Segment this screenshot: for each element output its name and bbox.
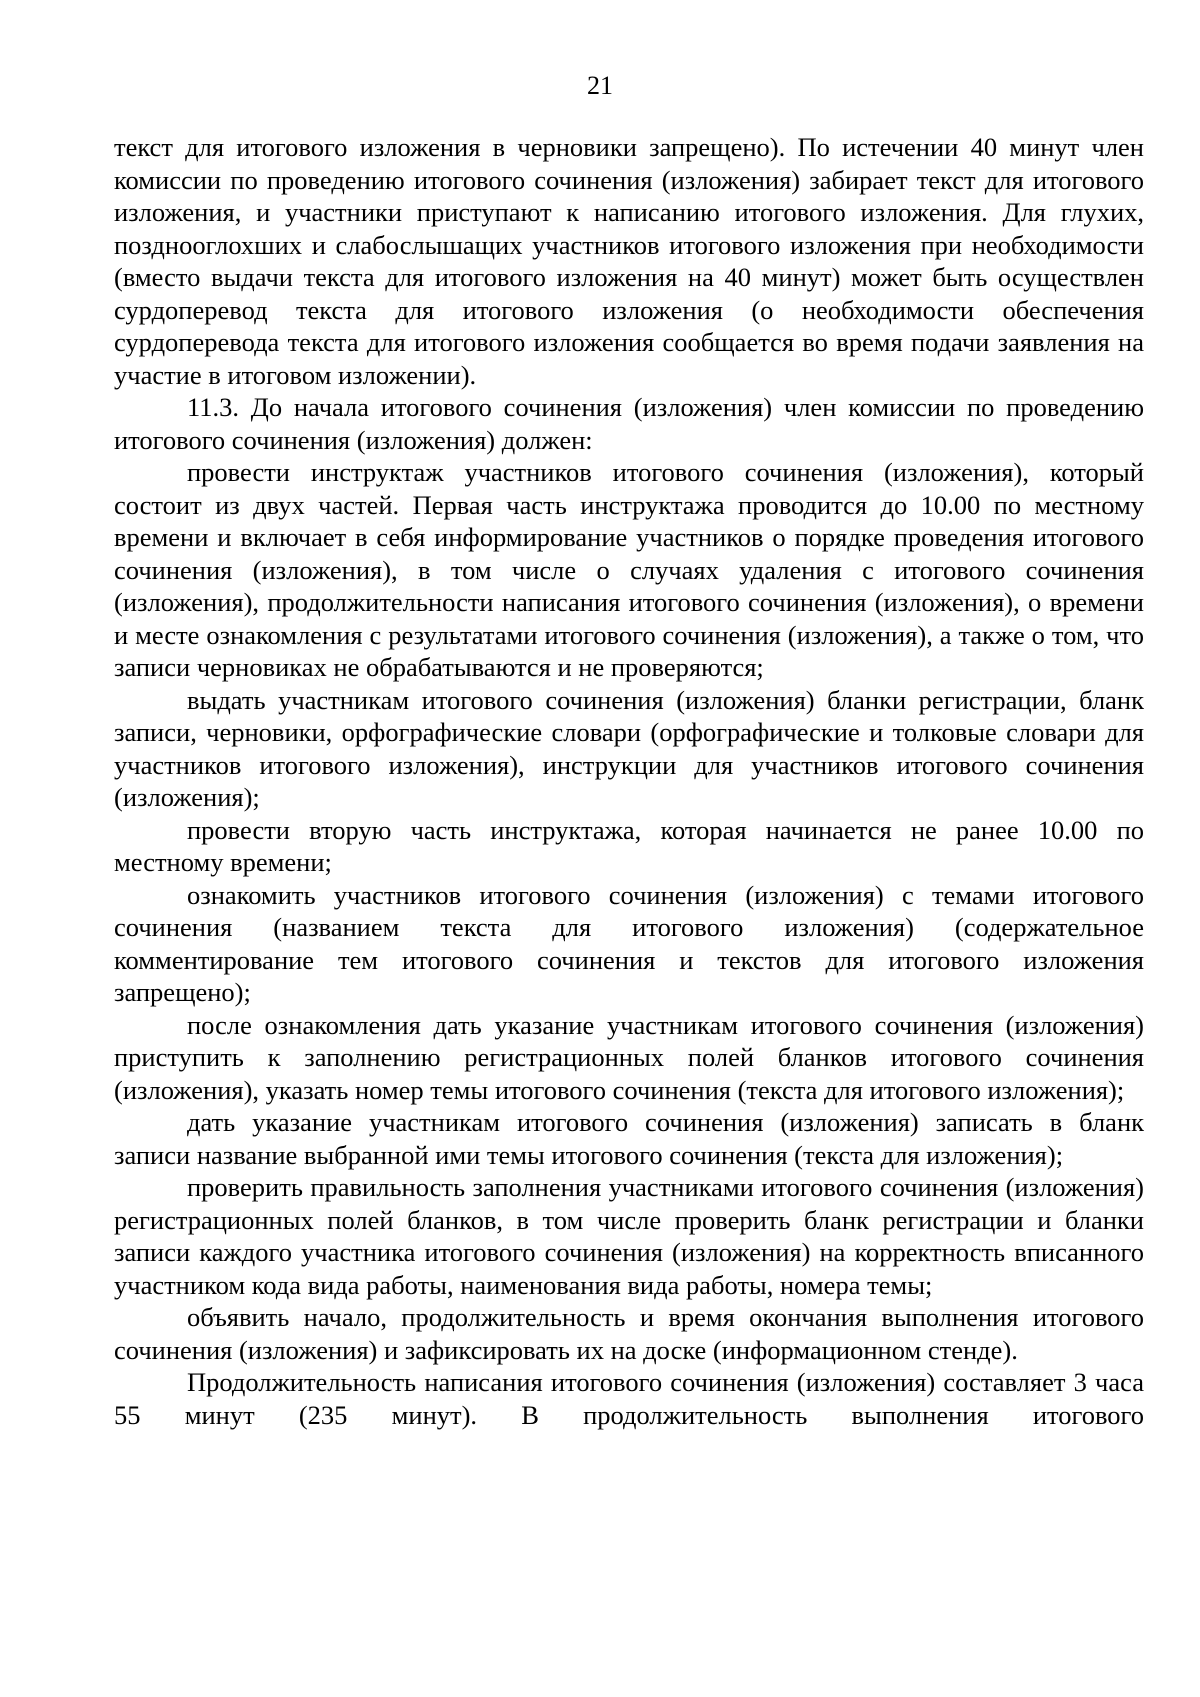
paragraph-continuation: текст для итогового изложения в черновики запрещено). По истечении 40 минут член комиссии по проведению итогового сочинения (изложения) забирает текст для итогового изложения, и участники приступают к написанию итогового изложения. Для глухих, позднооглохших и слабослышащих участников итогового изложения при необходимости (вместо выдачи текста для итогового изложения на 40 минут) может быть осуществлен сурдоперевод текста для итогового изложения (о необходимости обеспечения сурдоперевода текста для итогового изложения сообщается во время подачи заявления на участие в итоговом изложении).	[114, 132, 1144, 390]
paragraph-acquaint-topics: ознакомить участников итогового сочинения (изложения) с темами итогового сочинения (названием текста для итогового изложения) (содержательное комментирование тем итогового сочинения и текстов для итогового изложения запрещено);	[114, 879, 1144, 1007]
paragraph-instruction-briefing: провести инструктаж участников итогового сочинения (изложения), который состоит из двух частей. Первая часть инструктажа проводится до 10.00 по местному времени и включает в себя информирование участников о порядке проведения итогового сочинения (изложения), в том числе о случаях удаления с итогового сочинения (изложения), продолжительности написания итогового сочинения (изложения), о времени и месте ознакомления с результатами итогового сочинения (изложения), а также о том, что записи черновиках не обрабатываются и не проверяются;	[114, 457, 1144, 682]
paragraph-fill-registration: после ознакомления дать указание участникам итогового сочинения (изложения) приступить к заполнению регистрационных полей бланков итогового сочинения (изложения), указать номер темы итогового сочинения (текста для итогового изложения);	[114, 1009, 1144, 1105]
paragraph-write-topic: дать указание участникам итогового сочинения (изложения) записать в бланк записи название выбранной ими темы итогового сочинения (текста для изложения);	[114, 1107, 1144, 1170]
page-number: 21	[587, 71, 613, 100]
paragraph-section-11-3: 11.3. До начала итогового сочинения (изложения) член комиссии по проведению итогового сочинения (изложения) должен:	[114, 392, 1144, 455]
paragraph-duration: Продолжительность написания итогового сочинения (изложения) составляет 3 часа 55 минут (235 минут). В продолжительность выполнения итогового	[114, 1367, 1144, 1430]
paragraph-announce-time: объявить начало, продолжительность и время окончания выполнения итогового сочинения (изложения) и зафиксировать их на доске (информационном стенде).	[114, 1302, 1144, 1365]
document-body	[114, 131, 1144, 1431]
paragraph-second-briefing: провести вторую часть инструктажа, которая начинается не ранее 10.00 по местному времени;	[114, 814, 1144, 877]
paragraph-issue-forms: выдать участникам итогового сочинения (изложения) бланки регистрации, бланк записи, черновики, орфографические словари (орфографические и толковые словари для участников итогового изложения), инструкции для участников итогового сочинения (изложения);	[114, 684, 1144, 812]
paragraph-check-forms: проверить правильность заполнения участниками итогового сочинения (изложения) регистрационных полей бланков, в том числе проверить бланк регистрации и бланки записи каждого участника итогового сочинения (изложения) на корректность вписанного участником кода вида работы, наименования вида работы, номера темы;	[114, 1172, 1144, 1300]
